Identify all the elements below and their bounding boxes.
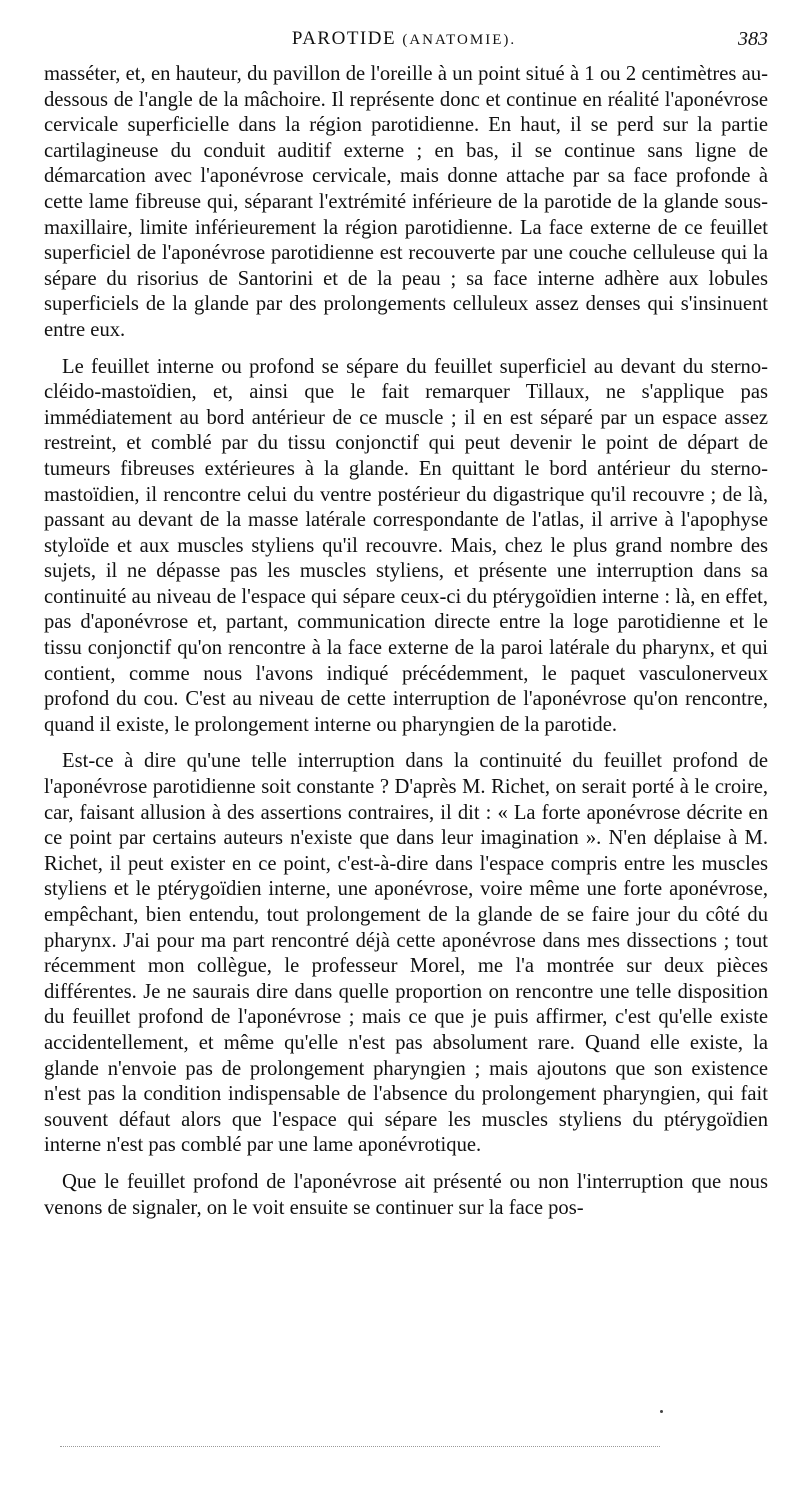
paragraph-1: masséter, et, en hauteur, du pavillon de l'oreille à un point situé à 1 ou 2 centimètres au-dessous de l'angle de la mâchoire. Il représente donc et continue en réalité l'aponévrose cervicale superficielle dans la région parotidienne. En haut, il se perd sur la partie cartilagineuse du conduit auditif externe ; en bas, il se continue sans ligne de démarcation avec l'aponévrose cervicale, mais donne attache par sa face profonde à cette lame fibreuse qui, séparant l'extrémité inférieure de la parotide de la glande sous-maxillaire, limite inférieurement la région parotidienne. La face externe de ce feuillet superficiel de l'aponévrose parotidienne est recouverte par une couche celluleuse qui la sépare du risorius de Santorini et de la peau ; sa face interne adhère aux lobules superficiels de la glande par des prolongements celluleux assez denses qui s'insinuent entre eux. <box>44 63 768 341</box>
footer-rule <box>60 1446 660 1447</box>
body-text <box>44 62 768 1232</box>
paragraph-4: Que le feuillet profond de l'aponévrose ait présenté ou non l'interruption que nous venons de signaler, on le voit ensuite se continuer sur la face pos- <box>44 1170 768 1219</box>
page-number: 383 <box>738 28 768 50</box>
print-speck <box>660 1410 663 1413</box>
running-title-subtitle: (ANATOMIE). <box>402 32 517 48</box>
paragraph-3: Est-ce à dire qu'une telle interruption dans la continuité du feuillet profond de l'aponévrose parotidienne soit constante ? D'après M. Richet, on serait porté à le croire, car, faisant allusion à des assertions contraires, il dit : « La forte aponévrose décrite en ce point par certains auteurs n'existe que dans leur imagination ». N'en déplaise à M. Richet, il peut exister en ce point, c'est-à-dire dans l'espace compris entre les muscles styliens et le ptérygoïdien interne, une aponévrose, voire même une forte aponévrose, empêchant, bien entendu, tout prolongement de la glande de se faire jour du côté du pharynx. J'ai pour ma part rencontré déjà cette aponévrose dans mes dissections ; tout récemment mon collègue, le professeur Morel, me l'a montrée sur deux pièces différentes. Je ne saurais dire dans quelle proportion on rencontre une telle disposition du feuillet profond de l'aponévrose ; mais ce que je puis affirmer, c'est qu'elle existe accidentellement, et même qu'elle n'est pas absolument rare. Quand elle existe, la glande n'envoie pas de prolongement pharyngien ; mais ajoutons que son existence n'est pas la condition indispensable de l'absence du prolongement pharyngien, qui fait souvent défaut alors que l'espace qui sépare les muscles styliens du ptérygoïdien interne n'est pas comblé par une lame aponévrotique. <box>44 750 768 1157</box>
running-head <box>40 28 768 58</box>
running-title-text: PAROTIDE <box>291 28 397 49</box>
paragraph-2: Le feuillet interne ou profond se sépare du feuillet superficiel au devant du sterno-cléido-mastoïdien, et, ainsi que le fait remarquer Tillaux, ne s'applique pas immédiatement au bord antérieur de ce muscle ; il en est séparé par un espace assez restreint, et comblé par du tissu conjonctif qui peut devenir le point de départ de tumeurs fibreuses extérieures à la glande. En quittant le bord antérieur du sterno-mastoïdien, il rencontre celui du ventre postérieur du digastrique qu'il recouvre ; de là, passant au devant de la masse latérale correspondante de l'atlas, il arrive à l'apophyse styloïde et aux muscles styliens qu'il recouvre. Mais, chez le plus grand nombre des sujets, il ne dépasse pas les muscles styliens, et présente une interruption dans sa continuité au niveau de l'espace qui sépare ceux-ci du ptérygoïdien interne : là, en effet, pas d'aponévrose et, partant, communication directe entre la loge parotidienne et le tissu conjonctif qu'on rencontre à la face externe de la paroi latérale du pharynx, et qui contient, comme nous l'avons indiqué précédemment, le paquet vasculonerveux profond du cou. C'est au niveau de cette interruption de l'aponévrose qu'on rencontre, quand il existe, le prolongement interne ou pharyngien de la parotide. <box>44 355 768 736</box>
running-title <box>40 28 768 50</box>
